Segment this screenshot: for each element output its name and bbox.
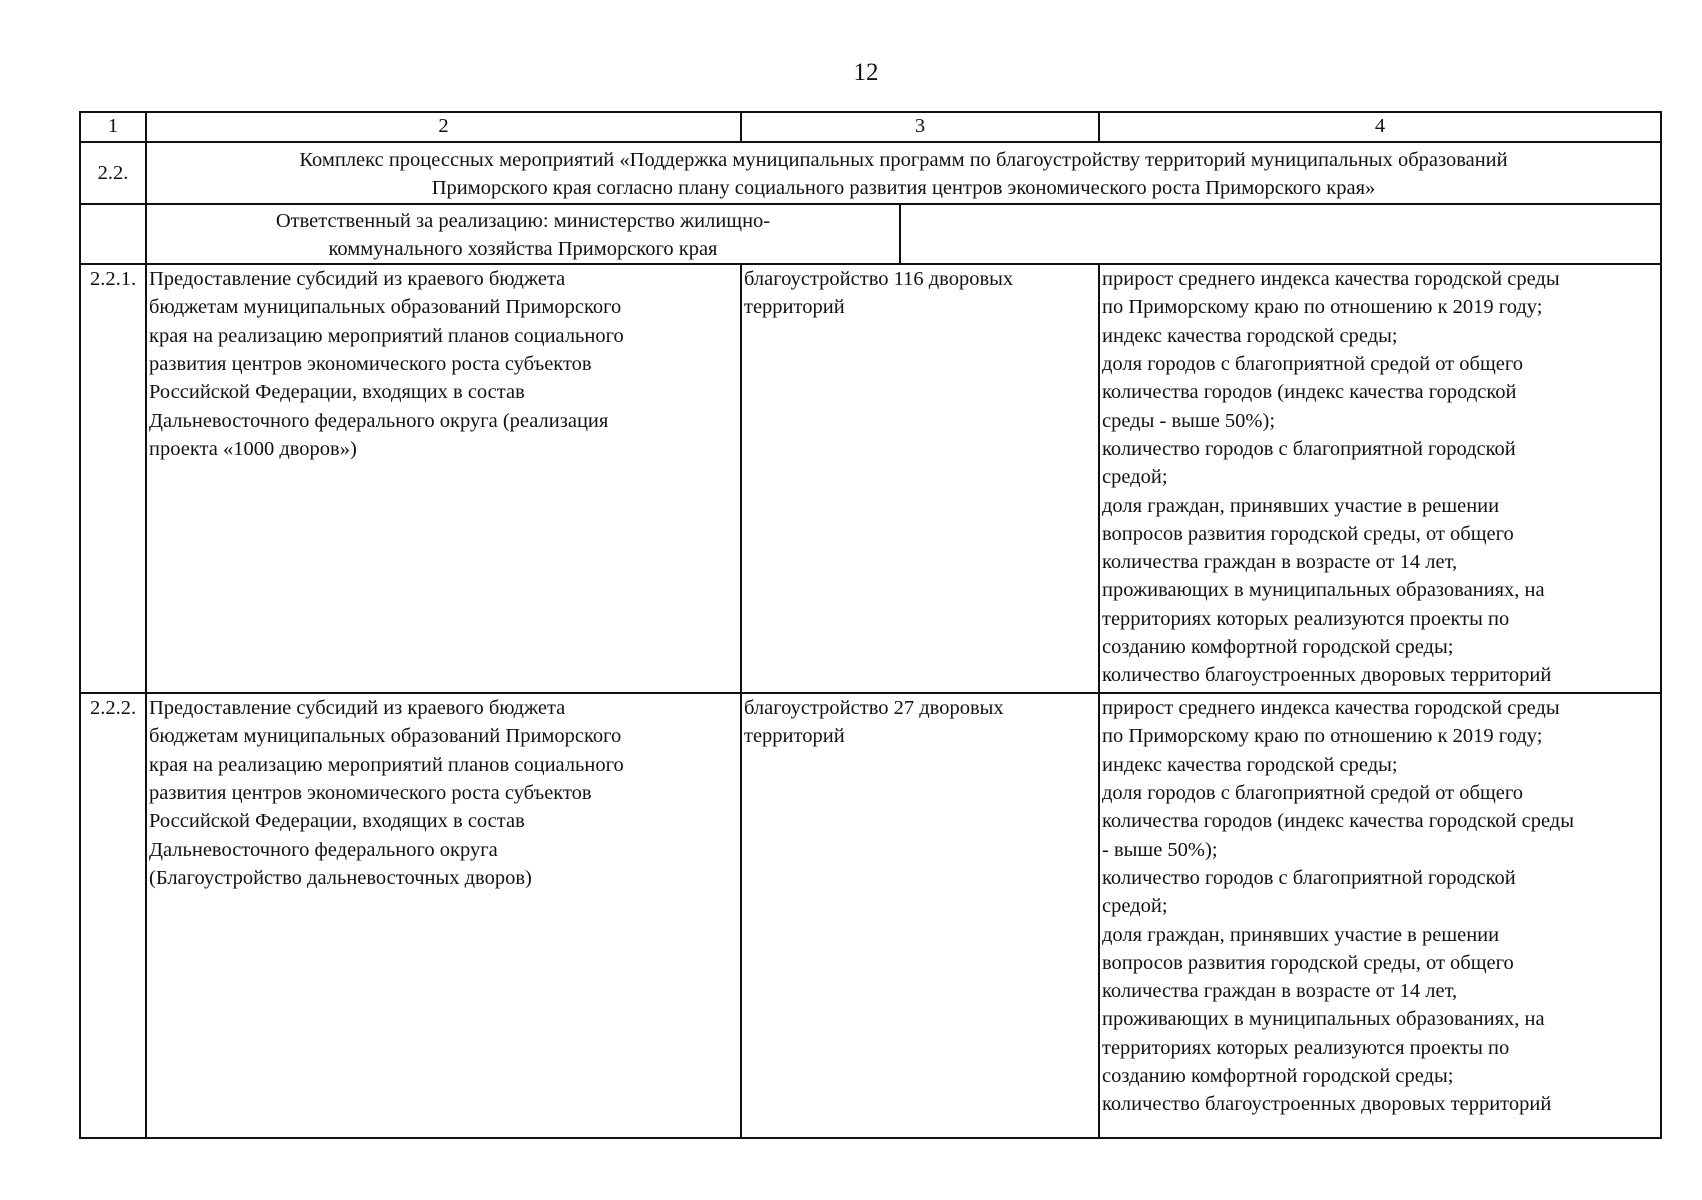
text-line: проекта «1000 дворов») [149,437,357,460]
responsible-row [80,204,1661,265]
text-line: по Приморскому краю по отношению к 2019 году; [1102,725,1543,748]
text-line: развития центров экономического роста субъектов [149,353,592,376]
responsible-text [147,205,901,264]
text-line: Предоставление субсидий из краевого бюджета [149,697,566,720]
row-indicators [1099,264,1661,693]
text-line: развития центров экономического роста субъектов [149,782,592,805]
text-line: количества городов (индекс качества городской среды [1102,810,1574,833]
responsible-line: коммунального хозяйства Приморского края [328,237,718,260]
text-line: (Благоустройство дальневосточных дворов) [149,866,532,889]
text-line: - выше 50%); [1102,838,1218,861]
text-line: среды - выше 50%); [1102,409,1276,432]
text-line: края на реализацию мероприятий планов социального [149,753,624,776]
text-line: проживающих в муниципальных образованиях, на [1102,579,1545,602]
section-title [146,142,1661,204]
text-line: количества граждан в возрасте от 14 лет, [1102,551,1458,574]
text-line: количество благоустроенных дворовых территорий [1102,1093,1552,1116]
section-title-line: Приморского края согласно плану социального развития центров экономического роста Приморского края» [431,177,1376,200]
responsible-number-cell [80,204,146,265]
text-line: территориях которых реализуются проекты по [1102,607,1510,630]
text-line: созданию комфортной городской среды; [1102,636,1454,659]
responsible-cell [146,204,1661,265]
text-line: Российской Федерации, входящих в состав [149,381,525,404]
text-line: Дальневосточного федерального округа [149,838,498,861]
text-line: территорий [744,296,845,319]
column-header-2: 2 [146,112,741,142]
text-line: количество благоустроенных дворовых территорий [1102,664,1552,687]
column-header-1: 1 [80,112,146,142]
text-line: Дальневосточного федерального округа (реализация [149,409,609,432]
text-line: средой; [1102,895,1168,918]
row-result [741,264,1099,693]
responsible-empty-cell [901,205,1660,264]
column-header-4: 4 [1099,112,1661,142]
text-line: созданию комфортной городской среды; [1102,1065,1454,1088]
column-header-row [80,112,1661,142]
text-line: проживающих в муниципальных образованиях, на [1102,1008,1545,1031]
text-line: доля городов с благоприятной средой от общего [1102,353,1523,376]
table-row [80,264,1661,693]
section-row [80,142,1661,204]
section-number: 2.2. [80,142,146,204]
text-line: по Приморскому краю по отношению к 2019 году; [1102,296,1543,319]
row-description [146,693,741,1138]
text-line: Предоставление субсидий из краевого бюджета [149,268,566,291]
text-line: территорий [744,725,845,748]
text-line: прирост среднего индекса качества городской среды [1102,268,1560,291]
table-row [80,693,1661,1138]
text-line: доля городов с благоприятной средой от общего [1102,782,1523,805]
text-line: территориях которых реализуются проекты по [1102,1036,1510,1059]
text-line: вопросов развития городской среды, от общего [1102,522,1514,545]
text-line: количество городов с благоприятной городской [1102,437,1516,460]
text-line: прирост среднего индекса качества городской среды [1102,697,1560,720]
section-title-line: Комплекс процессных мероприятий «Поддержка муниципальных программ по благоустройству территорий муниципальных образований [299,149,1508,171]
text-line: бюджетам муниципальных образований Приморского [149,296,622,319]
text-line: бюджетам муниципальных образований Приморского [149,725,622,748]
row-result [741,693,1099,1138]
text-line: благоустройство 116 дворовых [744,268,1014,291]
text-line: доля граждан, принявших участие в решении [1102,923,1500,946]
row-indicators [1099,693,1661,1138]
text-line: количества городов (индекс качества городской [1102,381,1517,404]
text-line: индекс качества городской среды; [1102,753,1398,776]
text-line: края на реализацию мероприятий планов социального [149,324,624,347]
text-line: вопросов развития городской среды, от общего [1102,951,1514,974]
row-number: 2.2.1. [80,264,146,693]
text-line: количество городов с благоприятной городской [1102,866,1516,889]
row-description [146,264,741,693]
text-line: доля граждан, принявших участие в решении [1102,494,1500,517]
text-line: Российской Федерации, входящих в состав [149,810,525,833]
text-line: благоустройство 27 дворовых [744,697,1004,720]
column-header-3: 3 [741,112,1099,142]
text-line: индекс качества городской среды; [1102,324,1398,347]
responsible-line: Ответственный за реализацию: министерство жилищно- [275,209,771,232]
row-number: 2.2.2. [80,693,146,1138]
text-line: средой; [1102,466,1168,489]
measures-table [79,111,1662,1139]
text-line: количества граждан в возрасте от 14 лет, [1102,980,1458,1003]
page-number: 12 [853,59,879,86]
